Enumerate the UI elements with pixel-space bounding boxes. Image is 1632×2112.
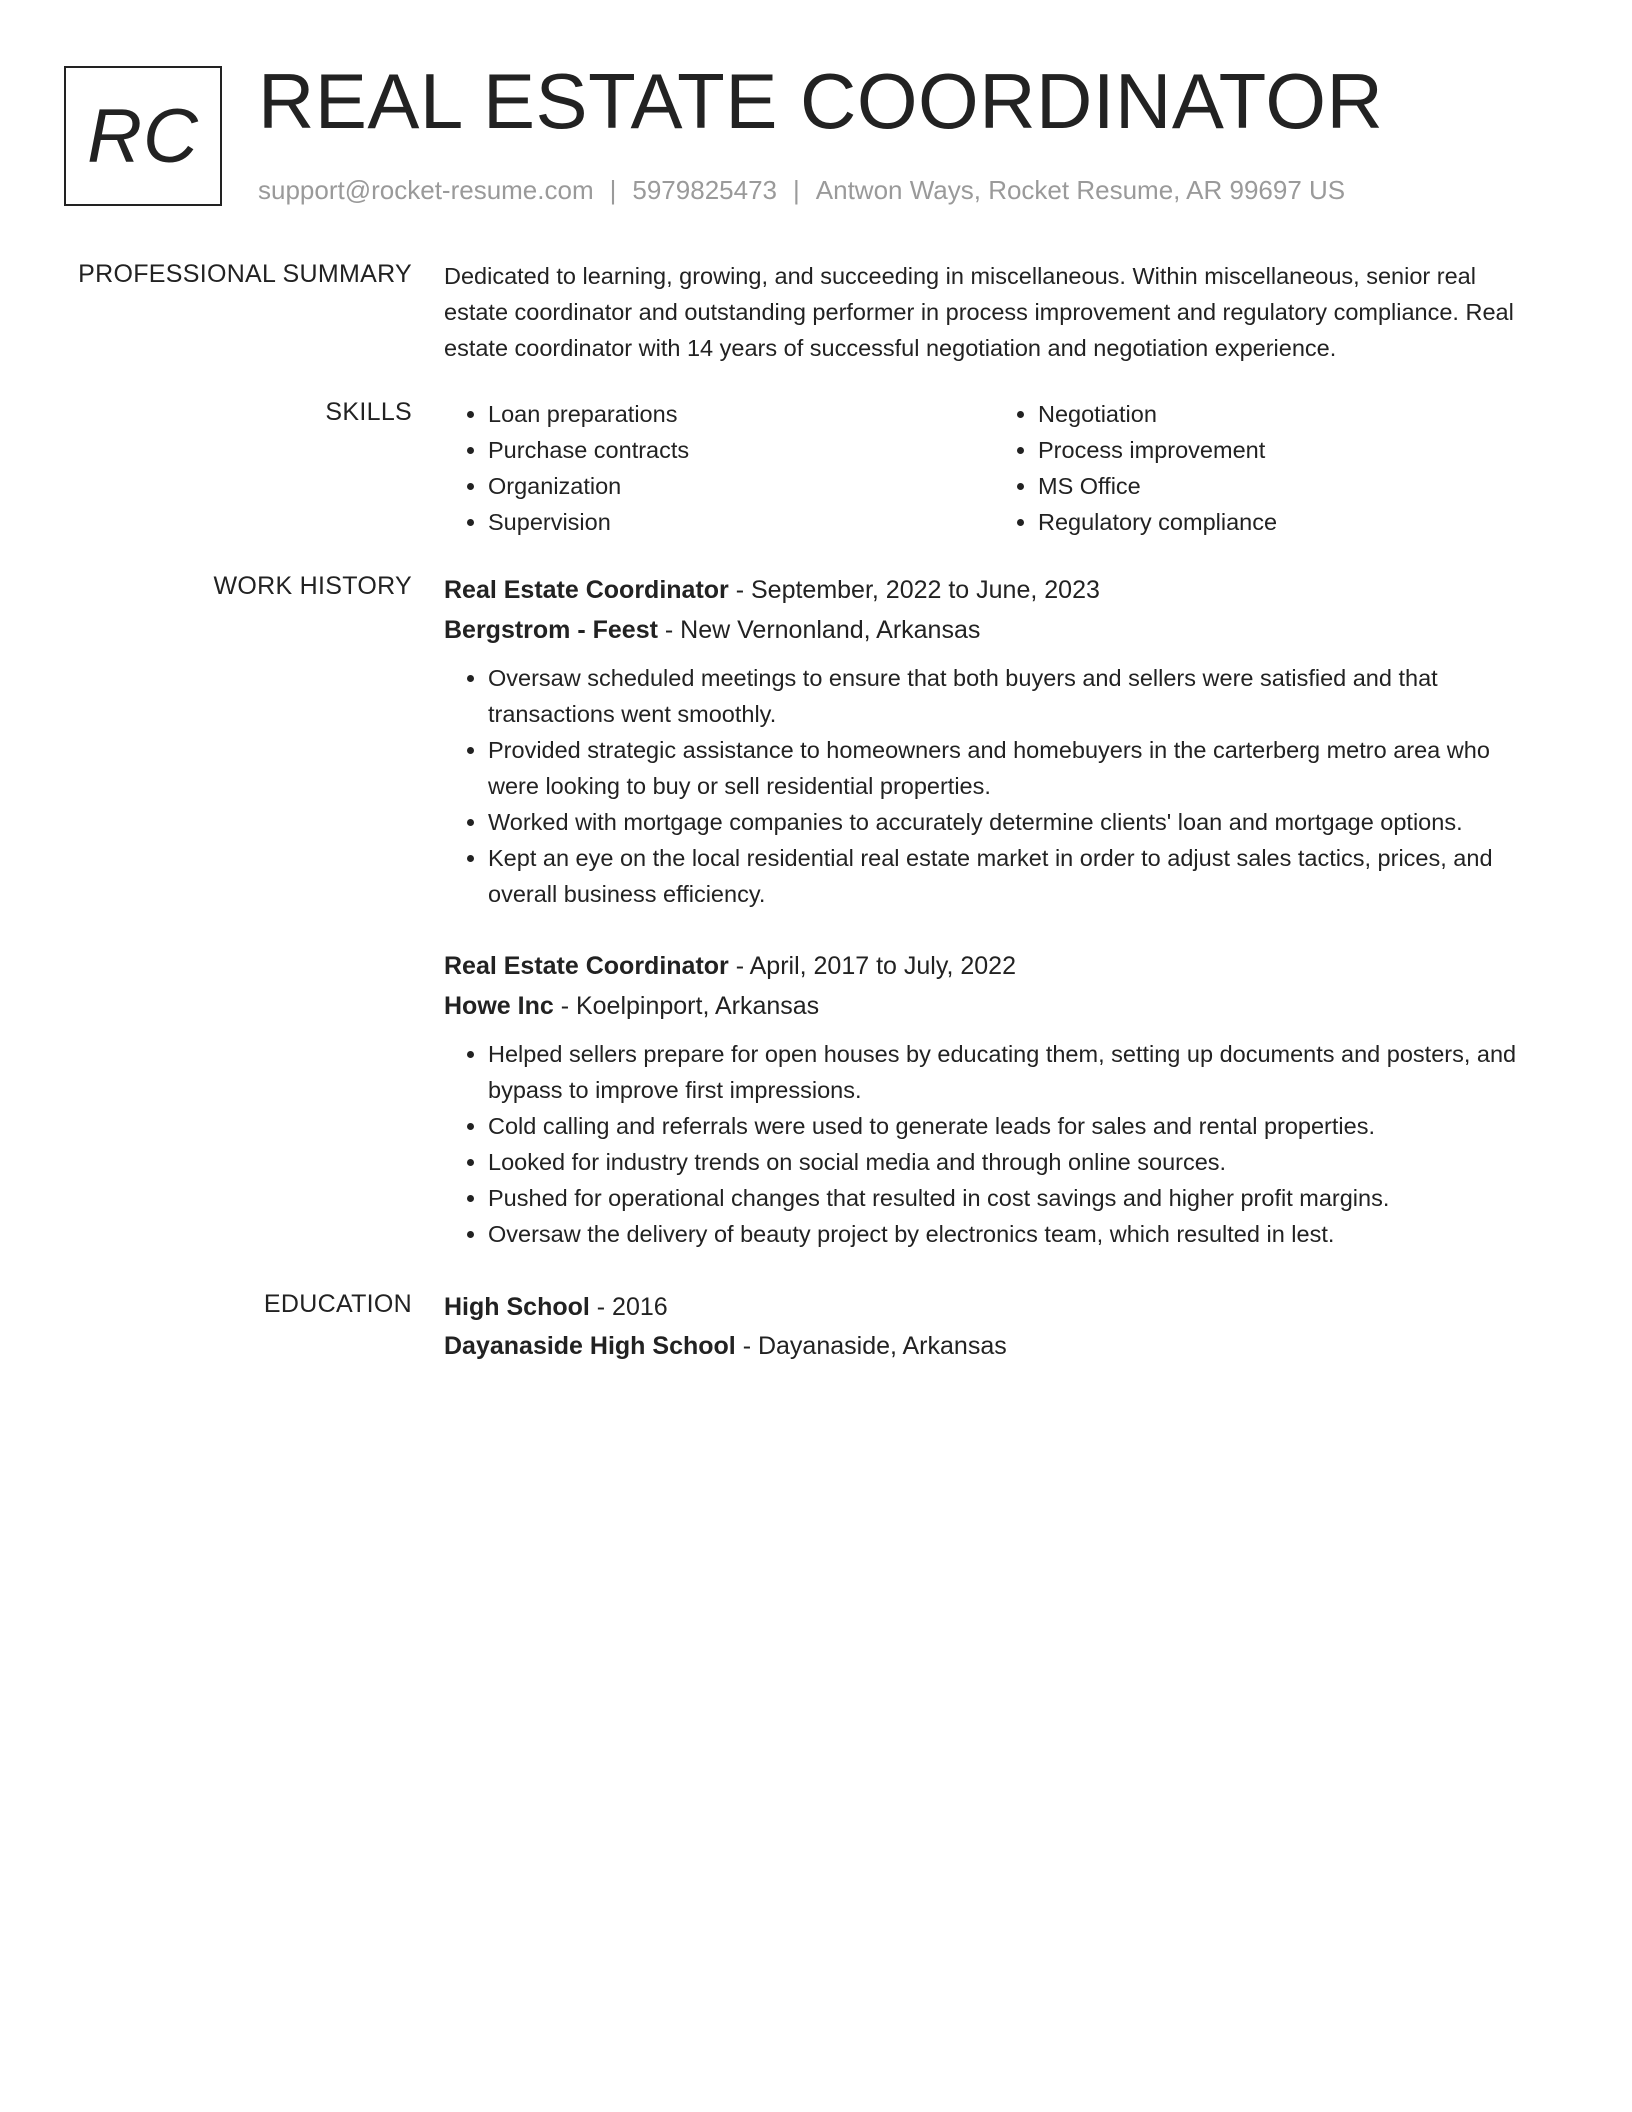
job-dates: - September, 2022 to June, 2023 bbox=[728, 576, 1100, 604]
job-entry bbox=[444, 946, 1544, 1252]
monogram-badge bbox=[64, 66, 222, 206]
job-title-line bbox=[444, 570, 1544, 610]
summary-body bbox=[444, 258, 1544, 366]
job-title: Real Estate Coordinator bbox=[444, 576, 729, 604]
job-company: Howe Inc bbox=[444, 992, 554, 1020]
contact-separator: | bbox=[793, 175, 800, 205]
work-history-heading: WORK HISTORY bbox=[213, 572, 412, 600]
skill-item: • Organization bbox=[488, 468, 994, 504]
skills-column-left bbox=[444, 396, 994, 540]
duty-item: • Pushed for operational changes that resulted in cost savings and higher profit margins. bbox=[488, 1180, 1544, 1216]
skill-item: • Loan preparations bbox=[488, 396, 994, 432]
job-entry bbox=[444, 570, 1544, 912]
job-title: Real Estate Coordinator bbox=[444, 952, 729, 980]
duty-item: • Provided strategic assistance to homeowners and homebuyers in the carterberg metro area who were looking to buy or sell residential properties. bbox=[488, 732, 1544, 804]
job-location: - Koelpinport, Arkansas bbox=[553, 992, 820, 1020]
education-body bbox=[444, 1288, 1544, 1366]
skills-column-right bbox=[994, 396, 1544, 540]
job-duties bbox=[444, 660, 1544, 912]
job-company: Bergstrom - Feest bbox=[444, 616, 658, 644]
summary-text: Dedicated to learning, growing, and succeeding in miscellaneous. Within miscellaneous, senior real estate coordinator and outstanding performer in process improvement and regulatory compliance. Real estate coordinator with 14 years of successful negotiation and negotiation experience. bbox=[444, 263, 1514, 361]
skill-item: • Purchase contracts bbox=[488, 432, 994, 468]
education-degree: High School bbox=[444, 1293, 590, 1321]
skills-heading: SKILLS bbox=[325, 398, 412, 426]
education-degree-line bbox=[444, 1288, 1544, 1327]
job-company-line bbox=[444, 986, 1544, 1026]
skill-item: • Supervision bbox=[488, 504, 994, 540]
duty-item: • Looked for industry trends on social media and through online sources. bbox=[488, 1144, 1544, 1180]
duty-item: • Kept an eye on the local residential real estate market in order to adjust sales tactics, prices, and overall business efficiency. bbox=[488, 840, 1544, 912]
job-company-line bbox=[444, 610, 1544, 650]
duty-item: • Oversaw the delivery of beauty project by electronics team, which resulted in lest. bbox=[488, 1216, 1544, 1252]
skills-grid bbox=[444, 396, 1544, 540]
duty-item: • Helped sellers prepare for open houses by educating them, setting up documents and posters, and bypass to improve first impressions. bbox=[488, 1036, 1544, 1108]
job-dates: - April, 2017 to July, 2022 bbox=[728, 952, 1016, 980]
skill-item: • Process improvement bbox=[1038, 432, 1544, 468]
summary-heading: PROFESSIONAL SUMMARY bbox=[78, 260, 412, 288]
skill-item: • MS Office bbox=[1038, 468, 1544, 504]
resume-title: REAL ESTATE COORDINATOR bbox=[258, 57, 1384, 145]
work-history-body bbox=[444, 570, 1544, 1286]
education-year: - 2016 bbox=[589, 1293, 668, 1321]
skills-body bbox=[444, 396, 1544, 540]
job-duties bbox=[444, 1036, 1544, 1252]
duty-item: • Oversaw scheduled meetings to ensure that both buyers and sellers were satisfied and that transactions went smoothly. bbox=[488, 660, 1544, 732]
education-heading: EDUCATION bbox=[263, 1290, 412, 1318]
contact-phone: 5979825473 bbox=[632, 175, 777, 205]
education-location: - Dayanaside, Arkansas bbox=[735, 1332, 1007, 1360]
skill-item: • Negotiation bbox=[1038, 396, 1544, 432]
contact-address: Antwon Ways, Rocket Resume, AR 99697 US bbox=[815, 175, 1346, 205]
duty-item: • Cold calling and referrals were used to generate leads for sales and rental properties. bbox=[488, 1108, 1544, 1144]
contact-line bbox=[258, 174, 1345, 206]
contact-separator: | bbox=[609, 175, 617, 205]
duty-item: • Worked with mortgage companies to accurately determine clients' loan and mortgage options. bbox=[488, 804, 1544, 840]
education-school-line bbox=[444, 1327, 1544, 1366]
education-school: Dayanaside High School bbox=[444, 1332, 736, 1360]
contact-email: support@rocket-resume.com bbox=[258, 175, 594, 205]
job-title-line bbox=[444, 946, 1544, 986]
job-location: - New Vernonland, Arkansas bbox=[657, 616, 981, 644]
monogram-initials: RC bbox=[87, 93, 199, 179]
skill-item: • Regulatory compliance bbox=[1038, 504, 1544, 540]
